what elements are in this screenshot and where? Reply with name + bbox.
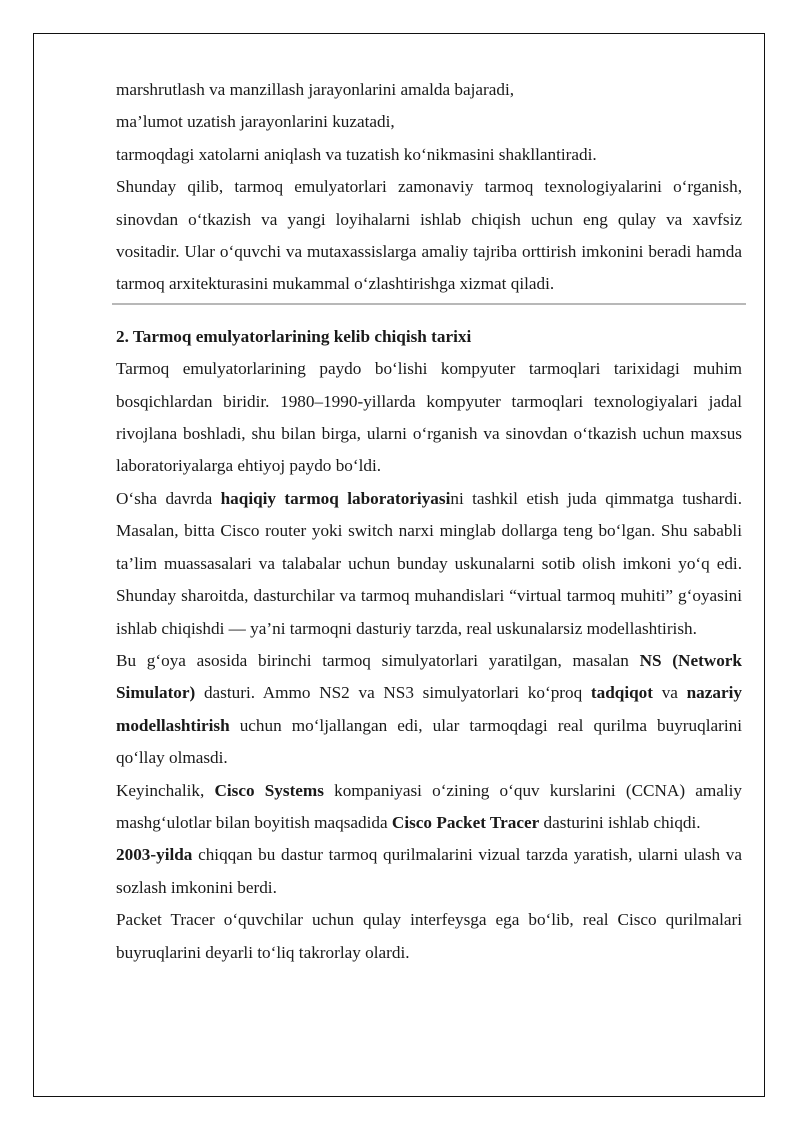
text-run: Keyinchalik,	[116, 780, 215, 800]
bold-phrase: nazariy modellashtirish	[116, 683, 742, 735]
bold-phrase: NS (Network Simulator)	[116, 650, 742, 703]
cisco-paragraph	[116, 775, 742, 840]
release-year-paragraph	[116, 839, 742, 904]
section-heading: 2. Tarmoq emulyatorlarining kelib chiqish tarixi	[116, 326, 472, 346]
text-run: dasturi. Ammo NS2 va NS3 simulyatorlari ko‘proq	[195, 683, 591, 703]
list-line: tarmoqdagi xatolarni aniqlash va tuzatish ko‘nikmasini shakllantiradi.	[116, 144, 597, 164]
history-paragraph: Tarmoq emulyatorlarining paydo bo‘lishi kompyuter tarmoqlari tarixidagi muhim bosqichlardan biridir. 1980–1990-yillarda kompyuter tarmoqlari texnologiyalari jadal rivojlana boshladi, shu bilan birga, ularni o‘rganish va sinovdan o‘tkazish uchun maxsus laboratoriyalarga ehtiyoj paydo bo‘ldi.	[116, 359, 742, 476]
text-run: chiqqan bu dastur tarmoq qurilmalarini vizual tarzda yaratish, ularni ulash va sozlash imkonini berdi.	[116, 845, 742, 897]
bold-phrase: Cisco Packet Tracer	[391, 812, 540, 832]
list-line: ma’lumot uzatish jarayonlarini kuzatadi,	[116, 112, 395, 132]
bold-phrase: haqiqiy tarmoq laboratoriyasi	[220, 488, 451, 508]
bold-phrase: tadqiqot	[590, 683, 653, 703]
text-run: va	[653, 683, 687, 703]
document-body	[116, 74, 742, 969]
text-run: uchun mo‘ljallangan edi, ular tarmoqdagi real qurilma buyruqlarini qo‘llay olmasdi.	[116, 715, 742, 768]
conclusion-paragraph: Shunday qilib, tarmoq emulyatorlari zamonaviy tarmoq texnologiyalarini o‘rganish, sinovdan o‘tkazish va yangi loyihalarni ishlab chiqish uchun eng qulay va xavfsiz vositadir. Ular o‘quvchi va mutaxassislarga amaliy tajriba orttirish imkonini beradi hamda tarmoq arxitekturasini mukammal o‘zlashtirishga xizmat qiladi.	[116, 177, 742, 294]
lab-cost-paragraph	[116, 483, 742, 645]
bold-phrase: 2003-yilda	[116, 845, 193, 865]
text-run: ni tashkil etish juda qimmatga tushardi. Masalan, bitta Cisco router yoki switch narxi minglab dollarga teng bo‘lgan. Shu sababli ta’lim muassasalari va talabalar uchun bunday uskunalarni sotib olish imkoni yo‘q edi. Shunday sharoitda, dasturchilar va tarmoq muhandislari “virtual tarmoq muhiti” g‘oyasini ishlab chiqishdi — ya’ni tarmoqni dasturiy tarzda, real uskunalarsiz modellashtirish.	[116, 488, 743, 638]
text-run: O‘sha davrda	[116, 488, 221, 508]
list-line: marshrutlash va manzillash jarayonlarini amalda bajaradi,	[116, 80, 515, 99]
ns-simulator-paragraph	[116, 645, 742, 775]
bold-phrase: Cisco Systems	[214, 780, 324, 800]
text-run: Bu g‘oya asosida birinchi tarmoq simulyatorlari yaratilgan, masalan	[116, 650, 640, 670]
packet-tracer-paragraph: Packet Tracer o‘quvchilar uchun qulay interfeysga ega bo‘lib, real Cisco qurilmalari buyruqlarini deyarli to‘liq takrorlay olardi.	[116, 910, 742, 962]
text-run: dasturini ishlab chiqdi.	[539, 812, 701, 832]
text-run: kompaniyasi o‘zining o‘quv kurslarini (CCNA) amaliy mashg‘ulotlar bilan boyitish maqsadida	[116, 780, 742, 832]
section-divider	[112, 303, 746, 305]
